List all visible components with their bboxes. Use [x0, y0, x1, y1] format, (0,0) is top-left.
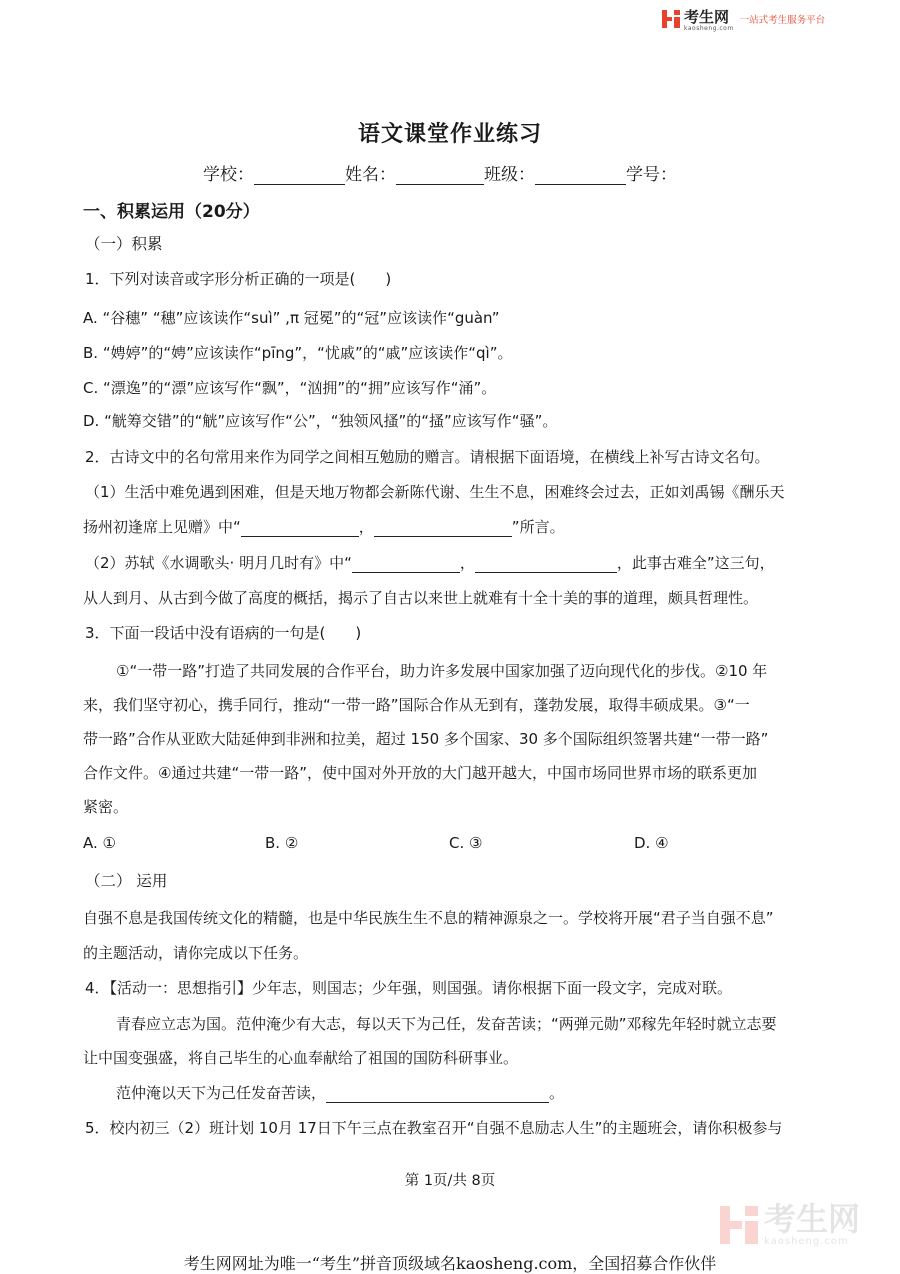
watermark [720, 1202, 860, 1247]
name-label: 姓名： [345, 165, 396, 185]
q2-p2-text-b: ， [459, 554, 475, 572]
number-label: 学号： [626, 165, 677, 185]
watermark-text-block [764, 1202, 860, 1247]
q2-p2-line1 [85, 552, 775, 573]
page-number: 第 1页/共 8页 [404, 1173, 496, 1189]
class-blank[interactable] [535, 165, 626, 185]
name-blank[interactable] [396, 165, 484, 185]
subsection-heading: （一）积累 [85, 235, 163, 253]
logo-slogan: 一站式考生服务平台 [739, 15, 826, 26]
q2-p1-line2 [83, 516, 565, 537]
watermark-sub: kaosheng.com [764, 1236, 849, 1247]
q2-p1-text-b: ， [358, 518, 374, 536]
q3-option-b: B. ② [265, 834, 299, 852]
intro-line: 自强不息是我国传统文化的精髓，也是中华民族生生不息的精神源泉之一。学校将开展“君子当自强不息” [83, 909, 774, 927]
footer-text: 考生网网址为唯一“考生”拼音顶级域名kaosheng.com，全国招募合作伙伴 [183, 1254, 717, 1273]
q2-p1-text-c: ”所言。 [511, 518, 565, 536]
q1-stem: 1．下列对读音或字形分析正确的一项是( ) [85, 270, 392, 288]
q2-p2-text-c: ，此事古难全”这三句， [616, 554, 775, 572]
q3-passage-line: 带一路”合作从亚欧大陆延伸到非洲和拉美，超过 150 多个国家、30 多个国际组织签署共建“一带一路” [83, 730, 769, 748]
class-label: 班级： [484, 165, 535, 185]
kaosheng-logo-icon [662, 10, 680, 28]
q4-couplet [116, 1082, 564, 1103]
answer-blank[interactable] [241, 517, 359, 537]
q4-stem: 4．【活动一：思想指引】少年志，则国志；少年强，则国强。请你根据下面一段文字，完成对联。 [85, 979, 733, 997]
logo-name: 考生网 [684, 7, 730, 26]
answer-blank[interactable] [352, 553, 460, 573]
q2-p2-line2: 从人到月、从古到今做了高度的概括，揭示了自古以来世上就难有十全十美的事的道理，颇具哲理性。 [83, 589, 759, 607]
section-heading: 一、积累运用（20分） [83, 202, 260, 222]
q3-option-a: A. ① [83, 834, 116, 852]
answer-blank[interactable] [475, 553, 617, 573]
school-blank[interactable] [254, 165, 345, 185]
logo-sub: kaosheng.com [684, 24, 734, 32]
q2-stem: 2．古诗文中的名句常用来作为同学之间相互勉励的赠言。请根据下面语境，在横线上补写古诗文名句。 [85, 448, 770, 466]
info-line [203, 160, 677, 185]
q3-option-c: C. ③ [449, 834, 483, 852]
logo-text [684, 7, 734, 32]
q3-passage-line: 紧密。 [83, 798, 129, 816]
q4-couplet-first: 范仲淹以天下为己任发奋苦读， [116, 1084, 327, 1102]
q2-p1-text-a: 扬州初逢席上见赠》中“ [83, 518, 241, 536]
couplet-answer-blank[interactable] [326, 1083, 549, 1103]
q4-passage-line: 青春应立志为国。范仲淹少有大志，每以天下为己任，发奋苦读；“两弹元勋”邓稼先年轻时就立志要 [116, 1015, 777, 1033]
q3-stem: 3．下面一段话中没有语病的一句是( ) [85, 624, 362, 642]
q2-p1-line1: （1）生活中难免遇到困难，但是天地万物都会新陈代谢、生生不息，困难终会过去，正如刘禹锡《酬乐天 [85, 483, 785, 501]
q3-passage-line: ①“一带一路”打造了共同发展的合作平台，助力许多发展中国家加强了迈向现代化的步伐。②10 年 [116, 662, 768, 680]
answer-blank[interactable] [374, 517, 512, 537]
q4-passage-line: 让中国变强盛，将自己毕生的心血奉献给了祖国的国防科研事业。 [83, 1049, 519, 1067]
doc-title: 语文课堂作业练习 [357, 122, 542, 147]
q1-option-c: C. “漂逸”的“漂”应该写作“飘”，“汹拥”的“拥”应该写作“涌”。 [83, 379, 497, 397]
q5-stem: 5．校内初三（2）班计划 10月 17日下午三点在教室召开“自强不息励志人生”的主题班会，请你积极参与 [85, 1119, 783, 1137]
subsection-heading: （二） 运用 [85, 872, 168, 890]
q3-passage-line: 合作文件。④通过共建“一带一路”，使中国对外开放的大门越开越大，中国市场同世界市场的联系更加 [83, 764, 757, 782]
q3-option-d: D. ④ [634, 834, 669, 852]
q4-couplet-end: 。 [549, 1084, 565, 1102]
q1-option-b: B. “娉婷”的“娉”应该读作“pīng”，“忧戚”的“戚”应该读作“qì”。 [83, 344, 513, 362]
q1-option-a: A. “谷穗” “穗”应该读作“suì” ,π 冠冕”的“冠”应该读作“guàn” [83, 309, 500, 327]
school-label: 学校： [203, 165, 254, 185]
watermark-text: 考生网 [764, 1200, 861, 1238]
q2-p2-text-a: （2）苏轼《水调歌头· 明月几时有》中“ [85, 554, 352, 572]
intro-line: 的主题活动，请你完成以下任务。 [83, 944, 309, 962]
header-logo[interactable] [662, 7, 826, 32]
q1-option-d: D. “觥筹交错”的“觥”应该写作“公”，“独领风搔”的“搔”应该写作“骚”。 [83, 412, 558, 430]
kaosheng-watermark-icon [720, 1206, 758, 1244]
q3-passage-line: 来，我们坚守初心，携手同行，推动“一带一路”国际合作从无到有，蓬勃发展，取得丰硕成果。③“一 [83, 696, 750, 714]
